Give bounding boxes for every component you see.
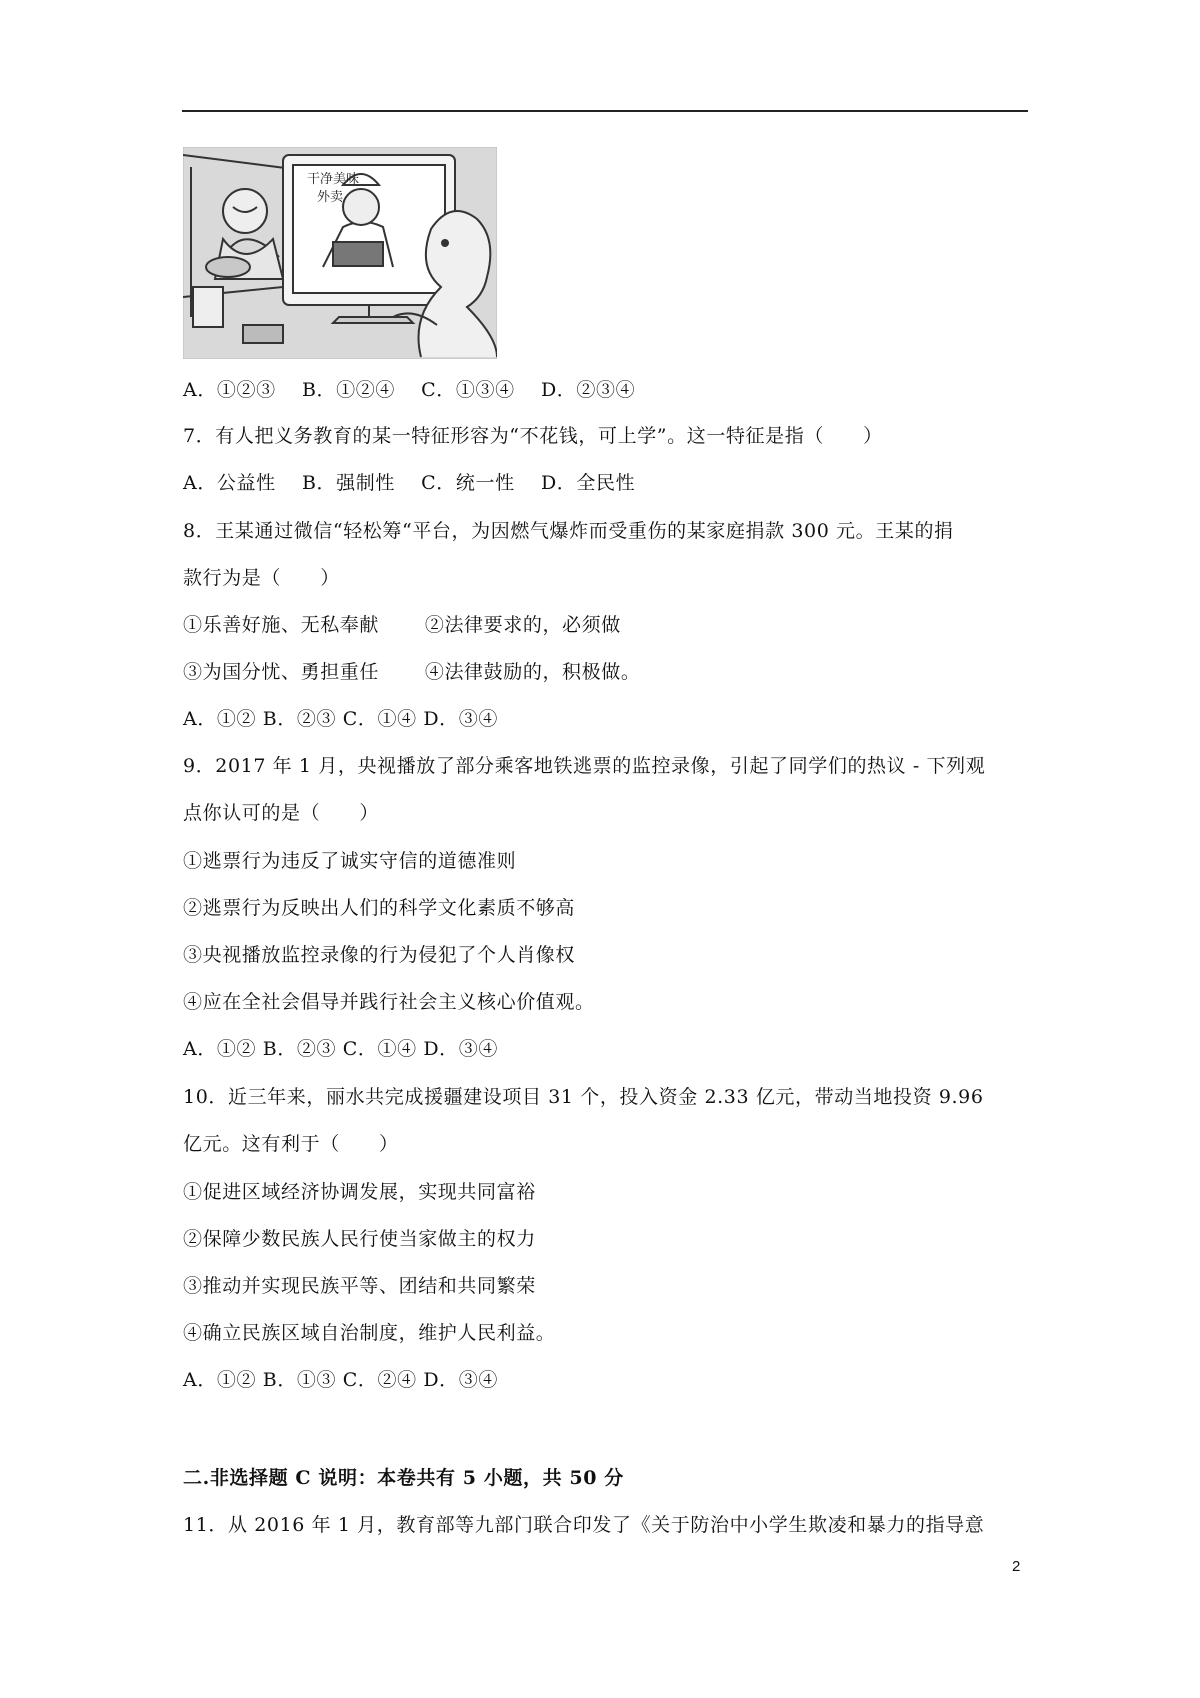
header-rule: [182, 110, 1028, 112]
cartoon-screen-text-1: 干净美味: [307, 172, 360, 187]
q10-choice-3: ③推动并实现民族平等、团结和共同繁荣: [183, 1275, 536, 1297]
q9-options: A．①② B．②③ C．①④ D．③④: [183, 1038, 498, 1060]
q9-choice-2: ②逃票行为反映出人们的科学文化素质不够高: [183, 897, 576, 919]
q8-choices-line-1: ①乐善好施、无私奉献 ②法律要求的，必须做: [183, 614, 621, 636]
section-2-heading: 二.非选择题 C 说明：本卷共有 5 小题，共 50 分: [183, 1467, 624, 1489]
q8-options: A．①② B．②③ C．①④ D．③④: [183, 708, 498, 730]
q8-stem-line-2: 款行为是（ ）: [183, 567, 340, 589]
q9-stem-line-2: 点你认可的是（ ）: [183, 802, 380, 824]
q7-stem: 7．有人把义务教育的某一特征形容为“不花钱，可上学”。这一特征是指（ ）: [183, 425, 883, 447]
q10-choice-2: ②保障少数民族人民行使当家做主的权力: [183, 1228, 536, 1250]
q10-stem-line-2: 亿元。这有利于（ ）: [183, 1133, 399, 1155]
q9-choice-4: ④应在全社会倡导并践行社会主义核心价值观。: [183, 991, 595, 1013]
cartoon-screen-text-2: 外卖: [317, 190, 344, 205]
q8-choices-line-2: ③为国分忧、勇担重任 ④法律鼓励的，积极做。: [183, 661, 641, 683]
q8-stem-line-1: 8．王某通过微信“轻松筹“平台，为因燃气爆炸而受重伤的某家庭捐款 300 元。王某的捐: [183, 520, 954, 542]
q10-choice-4: ④确立民族区域自治制度，维护人民利益。: [183, 1322, 556, 1344]
page-number: 2: [1012, 1558, 1021, 1575]
q9-stem-line-1: 9．2017 年 1 月，央视播放了部分乘客地铁逃票的监控录像，引起了同学们的热议 - 下列观: [183, 755, 986, 777]
q10-choice-1: ①促进区域经济协调发展，实现共同富裕: [183, 1181, 536, 1203]
cartoon-illustration: [183, 147, 497, 359]
q7-options: A．公益性 B．强制性 C．统一性 D．全民性: [183, 472, 636, 494]
q10-options: A．①② B．①③ C．②④ D．③④: [183, 1369, 498, 1391]
q6-options: A．①②③ B．①②④ C．①③④ D．②③④: [183, 379, 636, 401]
q9-choice-3: ③央视播放监控录像的行为侵犯了个人肖像权: [183, 944, 576, 966]
q11-stem: 11．从 2016 年 1 月，教育部等九部门联合印发了《关于防治中小学生欺凌和暴力的指导意: [183, 1514, 985, 1536]
q9-choice-1: ①逃票行为违反了诚实守信的道德准则: [183, 850, 517, 872]
q10-stem-line-1: 10．近三年来，丽水共完成援疆建设项目 31 个，投入资金 2.33 亿元，带动当地投资 9.96: [183, 1086, 984, 1108]
